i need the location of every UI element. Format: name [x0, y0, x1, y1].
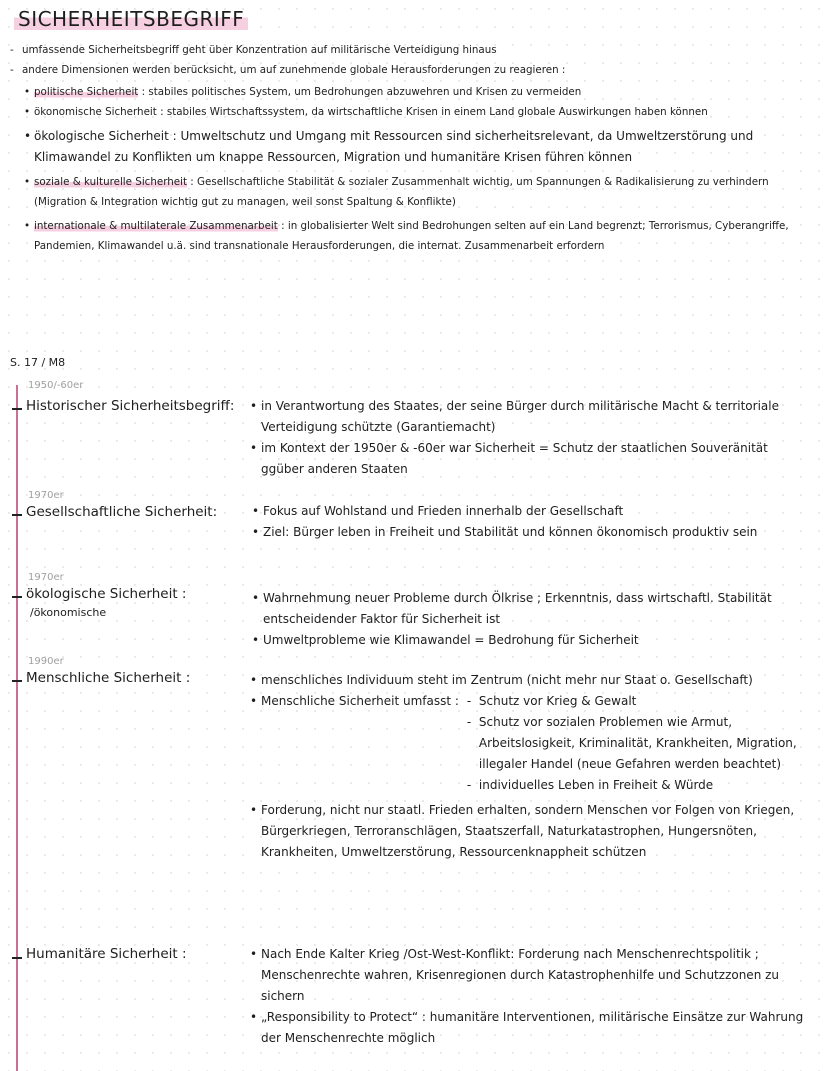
bullet-item: • menschliches Individuum steht im Zentrum (nicht mehr nur Staat o. Gesellschaft) [250, 670, 815, 691]
dimension-text: : stabiles Wirtschaftssystem, da wirtschaftliche Krisen in einem Land globale Auswirkungen haben können [160, 106, 708, 118]
page-title: SICHERHEITSBEGRIFF [14, 6, 248, 32]
concept-description [250, 944, 815, 1049]
timeline-tick [12, 514, 22, 516]
timeline-tick [12, 596, 22, 598]
dimension-item [10, 126, 815, 168]
intro-line: - andere Dimensionen werden berücksicht, um auf zunehmende globale Herausforderungen zu reagieren : [10, 60, 815, 80]
era-label: 1970er [28, 572, 64, 583]
dimension-text: : in globalisierter Welt sind Bedrohungen selten auf ein Land begrenzt; Terrorismus, Cyberangriffe, Pandemien, Klimawandel u.ä. sind transnationale Herausforderungen, die internat. Zusammenarbeit erfordern [34, 220, 789, 252]
bullet-item: • im Kontext der 1950er & -60er war Sicherheit = Schutz der staatlichen Souveränität ggüber anderen Staaten [250, 438, 810, 480]
dimension-label: internationale & multilaterale Zusammenarbeit [34, 220, 278, 232]
bullet-item: • in Verantwortung des Staates, der seine Bürger durch militärische Macht & territoriale Verteidigung schützte (Garantiemacht) [250, 396, 810, 438]
dimension-text: : Umweltschutz und Umgang mit Ressourcen sind sicherheitsrelevant, da Umweltzerstörung und Klimawandel zu Konflikten um knappe Ressourcen, Migration und humanitäre Krisen führen können [34, 129, 754, 164]
sub-item: - individuelles Leben in Freiheit & Würde [467, 775, 815, 796]
concept-title: Humanitäre Sicherheit : [26, 946, 187, 962]
era-label: 1990er [28, 656, 64, 667]
dimension-label: soziale & kulturelle Sicherheit [34, 176, 188, 188]
concept-title: Historischer Sicherheitsbegriff: [26, 398, 235, 414]
bullet-item: • Nach Ende Kalter Krieg /Ost-West-Konflikt: Forderung nach Menschenrechtspolitik ; Menschenrechte wahren, Krisenregionen durch Katastrophenhilfe und Schutzzonen zu sichern [250, 944, 815, 1007]
bullet-item: • Wahrnehmung neuer Probleme durch Ölkrise ; Erkenntnis, dass wirtschaftl. Stabilität entscheidender Faktor für Sicherheit ist [252, 588, 817, 630]
timeline-tick [12, 408, 22, 410]
era-label: 1970er [28, 490, 64, 501]
timeline-tick [12, 957, 22, 959]
dimension-item [10, 82, 815, 102]
dimension-item [10, 216, 815, 256]
intro-line: - umfassende Sicherheitsbegriff geht über Konzentration auf militärische Verteidigung hinaus [10, 40, 815, 60]
bullet-item: • Fokus auf Wohlstand und Frieden innerhalb der Gesellschaft [252, 501, 812, 522]
sub-item: - Schutz vor sozialen Problemen wie Armut, Arbeitslosigkeit, Kriminalität, Krankheiten, Migration, illegaler Handel (neue Gefahren werden beachtet) [467, 712, 815, 775]
concept-title: Menschliche Sicherheit : [26, 670, 191, 686]
sub-item: - Schutz vor Krieg & Gewalt [467, 691, 815, 712]
timeline-line [16, 385, 18, 1071]
dimension-item [10, 102, 815, 122]
concept-description [250, 396, 810, 480]
timeline-tick [12, 680, 22, 682]
concept-description [252, 501, 812, 543]
bullet-item: • „Responsibility to Protect“ : humanitäre Interventionen, militärische Einsätze zur Wahrung der Menschenrechte möglich [250, 1007, 815, 1049]
concept-title: Gesellschaftliche Sicherheit: [26, 504, 218, 520]
bullet-item: • Ziel: Bürger leben in Freiheit und Stabilität und können ökonomisch produktiv sein [252, 522, 812, 543]
bullet-item: • Umweltprobleme wie Klimawandel = Bedrohung für Sicherheit [252, 630, 817, 651]
dimension-label: ökologische Sicherheit [34, 129, 169, 143]
page-reference: S. 17 / M8 [10, 356, 66, 369]
dimension-text: : stabiles politisches System, um Bedrohungen abzuwehren und Krisen zu vermeiden [141, 86, 582, 98]
concept-description [252, 588, 817, 651]
encompasses-lead: • Menschliche Sicherheit umfasst : [261, 694, 459, 708]
encompasses-list [467, 691, 815, 796]
dimension-item [10, 172, 815, 212]
bullet-item [250, 691, 815, 796]
concept-description [250, 670, 815, 863]
era-label: 1950/-60er [28, 380, 84, 391]
dimension-label: politische Sicherheit [34, 86, 139, 98]
intro-section [10, 40, 815, 256]
dimension-text: : Gesellschaftliche Stabilität & sozialer Zusammenhalt wichtig, um Spannungen & Radikalisierung zu verhindern (Migration & Integration wichtig gut zu managen, weil sonst Spaltung & Konflikte) [34, 176, 769, 208]
bullet-item: • Forderung, nicht nur staatl. Frieden erhalten, sondern Menschen vor Folgen von Kriegen, Bürgerkriegen, Terroranschlägen, Staatszerfall, Naturkatastrophen, Hungersnöten, Krankheiten, Umweltzerstörung, Ressourcenknappheit schützen [250, 800, 815, 863]
concept-subtitle: /ökonomische [30, 606, 107, 619]
dimension-label: ökonomische Sicherheit [34, 106, 157, 118]
concept-title: ökologische Sicherheit : [26, 586, 187, 602]
